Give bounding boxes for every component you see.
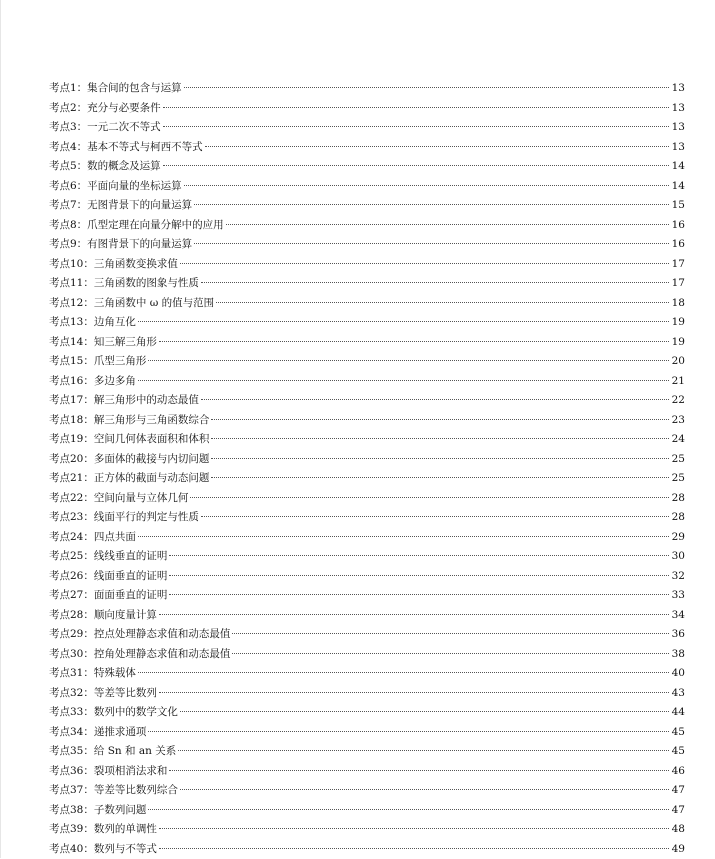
table-of-contents bbox=[49, 79, 685, 859]
dot-leader bbox=[169, 554, 669, 556]
toc-entry-label: 考点25：线线垂直的证明 bbox=[49, 547, 167, 567]
toc-entry-label: 考点24：四点共面 bbox=[49, 528, 136, 548]
toc-entry-label: 考点14：知三解三角形 bbox=[49, 333, 157, 353]
toc-entry-page-number: 47 bbox=[671, 801, 685, 821]
toc-entry-page-number: 16 bbox=[671, 216, 685, 236]
toc-entry[interactable] bbox=[49, 294, 685, 314]
toc-entry-page-number: 38 bbox=[671, 645, 685, 665]
toc-entry[interactable] bbox=[49, 118, 685, 138]
toc-entry-page-number: 14 bbox=[671, 177, 685, 197]
toc-entry-page-number: 17 bbox=[671, 274, 685, 294]
toc-entry-label: 考点4：基本不等式与柯西不等式 bbox=[49, 138, 203, 158]
dot-leader bbox=[184, 184, 669, 186]
toc-entry[interactable] bbox=[49, 547, 685, 567]
toc-entry-page-number: 47 bbox=[671, 781, 685, 801]
toc-entry[interactable] bbox=[49, 450, 685, 470]
toc-entry[interactable] bbox=[49, 801, 685, 821]
toc-entry[interactable] bbox=[49, 352, 685, 372]
toc-entry-page-number: 18 bbox=[671, 294, 685, 314]
toc-entry-page-number: 19 bbox=[671, 333, 685, 353]
toc-entry[interactable] bbox=[49, 391, 685, 411]
toc-entry-page-number: 24 bbox=[671, 430, 685, 450]
toc-entry[interactable] bbox=[49, 235, 685, 255]
toc-entry-label: 考点19：空间几何体表面积和体积 bbox=[49, 430, 209, 450]
toc-entry[interactable] bbox=[49, 99, 685, 119]
toc-entry-label: 考点30：控角处理静态求值和动态最值 bbox=[49, 645, 230, 665]
toc-entry-label: 考点31：特殊载体 bbox=[49, 664, 136, 684]
toc-entry-label: 考点18：解三角形与三角函数综合 bbox=[49, 411, 209, 431]
toc-entry-label: 考点37：等差等比数列综合 bbox=[49, 781, 178, 801]
toc-entry-page-number: 25 bbox=[671, 469, 685, 489]
toc-entry-page-number: 28 bbox=[671, 489, 685, 509]
toc-entry[interactable] bbox=[49, 625, 685, 645]
dot-leader bbox=[169, 593, 669, 595]
dot-leader bbox=[163, 164, 669, 166]
toc-entry-label: 考点15：爪型三角形 bbox=[49, 352, 146, 372]
toc-entry[interactable] bbox=[49, 508, 685, 528]
toc-entry[interactable] bbox=[49, 138, 685, 158]
dot-leader bbox=[180, 710, 669, 712]
toc-entry-label: 考点16：多边多角 bbox=[49, 372, 136, 392]
toc-entry-label: 考点8：爪型定理在向量分解中的应用 bbox=[49, 216, 224, 236]
toc-entry-page-number: 45 bbox=[671, 723, 685, 743]
toc-entry-label: 考点34：递推求通项 bbox=[49, 723, 146, 743]
dot-leader bbox=[169, 769, 669, 771]
toc-entry-page-number: 22 bbox=[671, 391, 685, 411]
toc-entry-label: 考点26：线面垂直的证明 bbox=[49, 567, 167, 587]
dot-leader bbox=[232, 632, 669, 634]
toc-entry-page-number: 29 bbox=[671, 528, 685, 548]
toc-entry-label: 考点7：无图背景下的向量运算 bbox=[49, 196, 192, 216]
toc-entry[interactable] bbox=[49, 723, 685, 743]
toc-entry[interactable] bbox=[49, 528, 685, 548]
toc-entry[interactable] bbox=[49, 762, 685, 782]
toc-entry-label: 考点10：三角函数变换求值 bbox=[49, 255, 178, 275]
toc-entry[interactable] bbox=[49, 606, 685, 626]
dot-leader bbox=[211, 457, 669, 459]
toc-entry-label: 考点5：数的概念及运算 bbox=[49, 157, 161, 177]
toc-entry-page-number: 13 bbox=[671, 138, 685, 158]
dot-leader bbox=[163, 125, 669, 127]
toc-entry[interactable] bbox=[49, 411, 685, 431]
toc-entry-page-number: 43 bbox=[671, 684, 685, 704]
dot-leader bbox=[211, 418, 669, 420]
dot-leader bbox=[190, 496, 669, 498]
dot-leader bbox=[138, 320, 669, 322]
toc-entry[interactable] bbox=[49, 489, 685, 509]
dot-leader bbox=[194, 203, 669, 205]
toc-entry-page-number: 33 bbox=[671, 586, 685, 606]
toc-entry-page-number: 46 bbox=[671, 762, 685, 782]
toc-entry-label: 考点9：有图背景下的向量运算 bbox=[49, 235, 192, 255]
toc-entry[interactable] bbox=[49, 820, 685, 840]
toc-entry-label: 考点3：一元二次不等式 bbox=[49, 118, 161, 138]
toc-entry[interactable] bbox=[49, 840, 685, 859]
toc-entry-label: 考点35：给 Sn 和 an 关系 bbox=[49, 742, 176, 762]
toc-entry-page-number: 34 bbox=[671, 606, 685, 626]
toc-entry[interactable] bbox=[49, 742, 685, 762]
toc-entry-label: 考点38：子数列问题 bbox=[49, 801, 146, 821]
toc-entry[interactable] bbox=[49, 216, 685, 236]
dot-leader bbox=[211, 476, 669, 478]
toc-entry-label: 考点32：等差等比数列 bbox=[49, 684, 157, 704]
toc-entry-page-number: 14 bbox=[671, 157, 685, 177]
toc-entry-page-number: 19 bbox=[671, 313, 685, 333]
toc-entry-label: 考点29：控点处理静态求值和动态最值 bbox=[49, 625, 230, 645]
toc-entry-page-number: 13 bbox=[671, 118, 685, 138]
dot-leader bbox=[180, 788, 669, 790]
toc-entry-page-number: 48 bbox=[671, 820, 685, 840]
toc-entry[interactable] bbox=[49, 313, 685, 333]
toc-entry[interactable] bbox=[49, 430, 685, 450]
toc-entry-label: 考点22：空间向量与立体几何 bbox=[49, 489, 188, 509]
toc-entry-label: 考点39：数列的单调性 bbox=[49, 820, 157, 840]
toc-entry[interactable] bbox=[49, 469, 685, 489]
dot-leader bbox=[159, 691, 669, 693]
toc-entry[interactable] bbox=[49, 255, 685, 275]
dot-leader bbox=[201, 398, 669, 400]
dot-leader bbox=[163, 106, 669, 108]
toc-entry-page-number: 32 bbox=[671, 567, 685, 587]
toc-entry[interactable] bbox=[49, 274, 685, 294]
dot-leader bbox=[138, 379, 669, 381]
toc-entry-label: 考点2：充分与必要条件 bbox=[49, 99, 161, 119]
toc-entry-page-number: 45 bbox=[671, 742, 685, 762]
toc-entry-page-number: 49 bbox=[671, 840, 685, 859]
toc-entry[interactable] bbox=[49, 684, 685, 704]
toc-entry-label: 考点27：面面垂直的证明 bbox=[49, 586, 167, 606]
dot-leader bbox=[138, 535, 669, 537]
dot-leader bbox=[226, 223, 669, 225]
dot-leader bbox=[201, 281, 669, 283]
toc-entry-page-number: 25 bbox=[671, 450, 685, 470]
dot-leader bbox=[159, 613, 669, 615]
toc-entry[interactable] bbox=[49, 586, 685, 606]
toc-entry-page-number: 13 bbox=[671, 79, 685, 99]
dot-leader bbox=[159, 827, 669, 829]
dot-leader bbox=[180, 262, 669, 264]
toc-entry-label: 考点33：数列中的数学文化 bbox=[49, 703, 178, 723]
toc-entry-page-number: 23 bbox=[671, 411, 685, 431]
toc-entry[interactable] bbox=[49, 196, 685, 216]
toc-entry-label: 考点17：解三角形中的动态最值 bbox=[49, 391, 199, 411]
dot-leader bbox=[159, 847, 669, 849]
dot-leader bbox=[194, 242, 669, 244]
toc-entry-label: 考点20：多面体的截接与内切问题 bbox=[49, 450, 209, 470]
toc-entry-label: 考点40：数列与不等式 bbox=[49, 840, 157, 859]
toc-entry-label: 考点28：顺向度量计算 bbox=[49, 606, 157, 626]
toc-entry[interactable] bbox=[49, 664, 685, 684]
toc-entry[interactable] bbox=[49, 372, 685, 392]
dot-leader bbox=[159, 340, 669, 342]
toc-entry-page-number: 13 bbox=[671, 99, 685, 119]
toc-entry-label: 考点21：正方体的截面与动态问题 bbox=[49, 469, 209, 489]
toc-entry-page-number: 16 bbox=[671, 235, 685, 255]
toc-entry[interactable] bbox=[49, 703, 685, 723]
dot-leader bbox=[201, 515, 669, 517]
dot-leader bbox=[211, 437, 669, 439]
dot-leader bbox=[148, 730, 669, 732]
toc-entry-label: 考点13：边角互化 bbox=[49, 313, 136, 333]
dot-leader bbox=[148, 359, 669, 361]
toc-entry-page-number: 40 bbox=[671, 664, 685, 684]
toc-entry-label: 考点12：三角函数中 ω 的值与范围 bbox=[49, 294, 214, 314]
toc-entry[interactable] bbox=[49, 157, 685, 177]
dot-leader bbox=[216, 301, 669, 303]
toc-entry-page-number: 36 bbox=[671, 625, 685, 645]
dot-leader bbox=[184, 86, 669, 88]
toc-entry-label: 考点11：三角函数的图象与性质 bbox=[49, 274, 199, 294]
toc-entry[interactable] bbox=[49, 333, 685, 353]
toc-entry-page-number: 28 bbox=[671, 508, 685, 528]
toc-entry-page-number: 21 bbox=[671, 372, 685, 392]
toc-entry-page-number: 20 bbox=[671, 352, 685, 372]
toc-entry-label: 考点1：集合间的包含与运算 bbox=[49, 79, 182, 99]
dot-leader bbox=[148, 808, 669, 810]
toc-entry-page-number: 15 bbox=[671, 196, 685, 216]
toc-entry-page-number: 44 bbox=[671, 703, 685, 723]
dot-leader bbox=[169, 574, 669, 576]
toc-entry[interactable] bbox=[49, 567, 685, 587]
toc-entry[interactable] bbox=[49, 781, 685, 801]
dot-leader bbox=[178, 749, 669, 751]
dot-leader bbox=[205, 145, 669, 147]
dot-leader bbox=[138, 671, 669, 673]
toc-entry[interactable] bbox=[49, 79, 685, 99]
toc-entry-label: 考点23：线面平行的判定与性质 bbox=[49, 508, 199, 528]
toc-entry-label: 考点6：平面向量的坐标运算 bbox=[49, 177, 182, 197]
toc-entry-label: 考点36：裂项相消法求和 bbox=[49, 762, 167, 782]
toc-entry[interactable] bbox=[49, 645, 685, 665]
dot-leader bbox=[232, 652, 669, 654]
toc-entry[interactable] bbox=[49, 177, 685, 197]
toc-entry-page-number: 17 bbox=[671, 255, 685, 275]
toc-entry-page-number: 30 bbox=[671, 547, 685, 567]
